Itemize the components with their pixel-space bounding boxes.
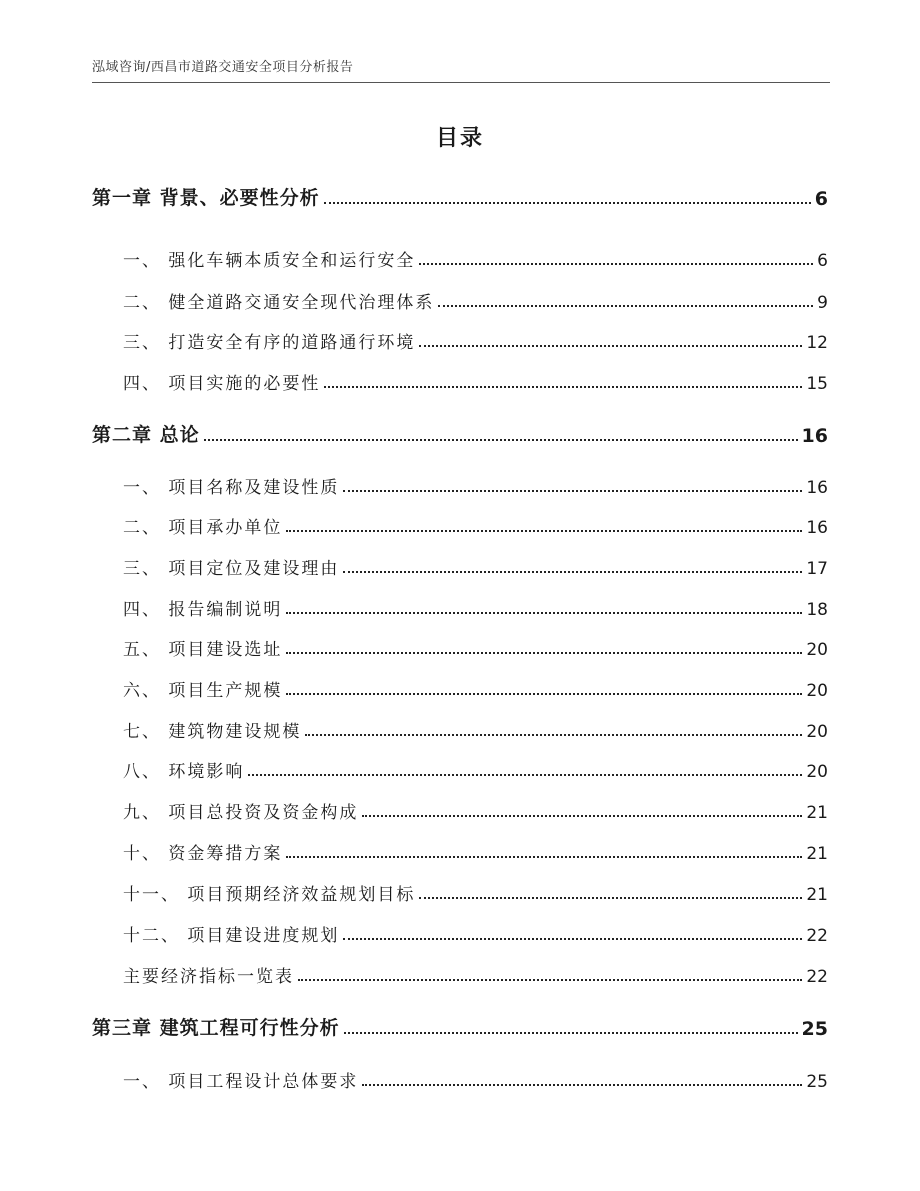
dot-leader bbox=[324, 386, 802, 388]
header-rule bbox=[92, 82, 830, 83]
toc-section-entry[interactable] bbox=[0, 834, 920, 864]
toc-chapter-entry[interactable] bbox=[0, 180, 920, 210]
toc-entry-title: 九、 项目总投资及资金构成 bbox=[123, 803, 359, 823]
toc-entry-title: 十二、 项目建设进度规划 bbox=[123, 926, 340, 946]
toc-page-number: 22 bbox=[806, 967, 828, 987]
toc-page-number: 20 bbox=[806, 640, 828, 660]
toc-page-number: 21 bbox=[806, 803, 828, 823]
toc-section-entry[interactable] bbox=[0, 1062, 920, 1092]
toc-section-entry[interactable] bbox=[0, 241, 920, 271]
toc-entry-title: 一、 强化车辆本质安全和运行安全 bbox=[123, 251, 416, 271]
toc-entry-title: 四、 报告编制说明 bbox=[123, 600, 283, 620]
dot-leader bbox=[286, 612, 802, 614]
dot-leader bbox=[286, 693, 802, 695]
toc-section-entry[interactable] bbox=[0, 364, 920, 394]
toc-section-entry[interactable] bbox=[0, 957, 920, 987]
toc-page-number: 25 bbox=[806, 1072, 828, 1092]
dot-leader bbox=[419, 263, 813, 265]
toc-section-entry[interactable] bbox=[0, 549, 920, 579]
toc-entry-title: 第三章 建筑工程可行性分析 bbox=[92, 1017, 340, 1039]
toc-page-number: 16 bbox=[806, 478, 828, 498]
toc-page-number: 21 bbox=[806, 844, 828, 864]
toc-entry-title: 三、 项目定位及建设理由 bbox=[123, 559, 340, 579]
dot-leader bbox=[362, 1084, 802, 1086]
toc-page-number: 21 bbox=[806, 885, 828, 905]
toc-page-number: 16 bbox=[806, 518, 828, 538]
toc-section-entry[interactable] bbox=[0, 752, 920, 782]
dot-leader bbox=[324, 202, 811, 204]
dot-leader bbox=[248, 774, 802, 776]
toc-entry-title: 一、 项目工程设计总体要求 bbox=[123, 1072, 359, 1092]
toc-section-entry[interactable] bbox=[0, 793, 920, 823]
toc-entry-title: 一、 项目名称及建设性质 bbox=[123, 478, 340, 498]
toc-section-entry[interactable] bbox=[0, 630, 920, 660]
toc-chapter-entry[interactable] bbox=[0, 1010, 920, 1040]
toc-page-number: 16 bbox=[801, 425, 828, 447]
toc-page-number: 6 bbox=[814, 188, 828, 210]
dot-leader bbox=[419, 345, 802, 347]
toc-entry-title: 十一、 项目预期经济效益规划目标 bbox=[123, 885, 416, 905]
toc-page-number: 20 bbox=[806, 722, 828, 742]
toc-title: 目录 bbox=[435, 126, 484, 151]
dot-leader bbox=[343, 571, 802, 573]
toc-page-number: 12 bbox=[806, 333, 828, 353]
dot-leader bbox=[344, 1032, 798, 1034]
dot-leader bbox=[286, 652, 802, 654]
toc-entry-title: 二、 项目承办单位 bbox=[123, 518, 283, 538]
toc-page-number: 22 bbox=[806, 926, 828, 946]
toc-entry-title: 六、 项目生产规模 bbox=[123, 681, 283, 701]
toc-entry-title: 第二章 总论 bbox=[92, 424, 200, 446]
toc-entry-title: 三、 打造安全有序的道路通行环境 bbox=[123, 333, 416, 353]
dot-leader bbox=[438, 305, 813, 307]
toc-page-number: 15 bbox=[806, 374, 828, 394]
toc-section-entry[interactable] bbox=[0, 712, 920, 742]
toc-section-entry[interactable] bbox=[0, 671, 920, 701]
toc-section-entry[interactable] bbox=[0, 508, 920, 538]
dot-leader bbox=[362, 815, 802, 817]
toc-page-number: 9 bbox=[817, 293, 828, 313]
toc-entry-title: 七、 建筑物建设规模 bbox=[123, 722, 302, 742]
dot-leader bbox=[343, 938, 802, 940]
dot-leader bbox=[419, 897, 802, 899]
dot-leader bbox=[286, 530, 802, 532]
page-header: 泓域咨询/西昌市道路交通安全项目分析报告 bbox=[92, 60, 354, 75]
dot-leader bbox=[204, 439, 798, 441]
toc-page-number: 17 bbox=[806, 559, 828, 579]
dot-leader bbox=[286, 856, 802, 858]
toc-section-entry[interactable] bbox=[0, 875, 920, 905]
toc-entry-title: 主要经济指标一览表 bbox=[123, 967, 294, 987]
toc-page-number: 20 bbox=[806, 762, 828, 782]
toc-section-entry[interactable] bbox=[0, 916, 920, 946]
dot-leader bbox=[305, 734, 802, 736]
toc-section-entry[interactable] bbox=[0, 468, 920, 498]
dot-leader bbox=[343, 490, 802, 492]
toc-page-number: 25 bbox=[801, 1018, 828, 1040]
toc-entry-title: 第一章 背景、必要性分析 bbox=[92, 187, 320, 209]
toc-entry-title: 四、 项目实施的必要性 bbox=[123, 374, 321, 394]
toc-entry-title: 二、 健全道路交通安全现代治理体系 bbox=[123, 293, 435, 313]
toc-section-entry[interactable] bbox=[0, 323, 920, 353]
toc-section-entry[interactable] bbox=[0, 283, 920, 313]
dot-leader bbox=[298, 979, 802, 981]
toc-page-number: 18 bbox=[806, 600, 828, 620]
toc-page-number: 20 bbox=[806, 681, 828, 701]
toc-entry-title: 五、 项目建设选址 bbox=[123, 640, 283, 660]
toc-page-number: 6 bbox=[817, 251, 828, 271]
toc-entry-title: 八、 环境影响 bbox=[123, 762, 245, 782]
toc-chapter-entry[interactable] bbox=[0, 417, 920, 447]
toc-section-entry[interactable] bbox=[0, 590, 920, 620]
toc-entry-title: 十、 资金筹措方案 bbox=[123, 844, 283, 864]
